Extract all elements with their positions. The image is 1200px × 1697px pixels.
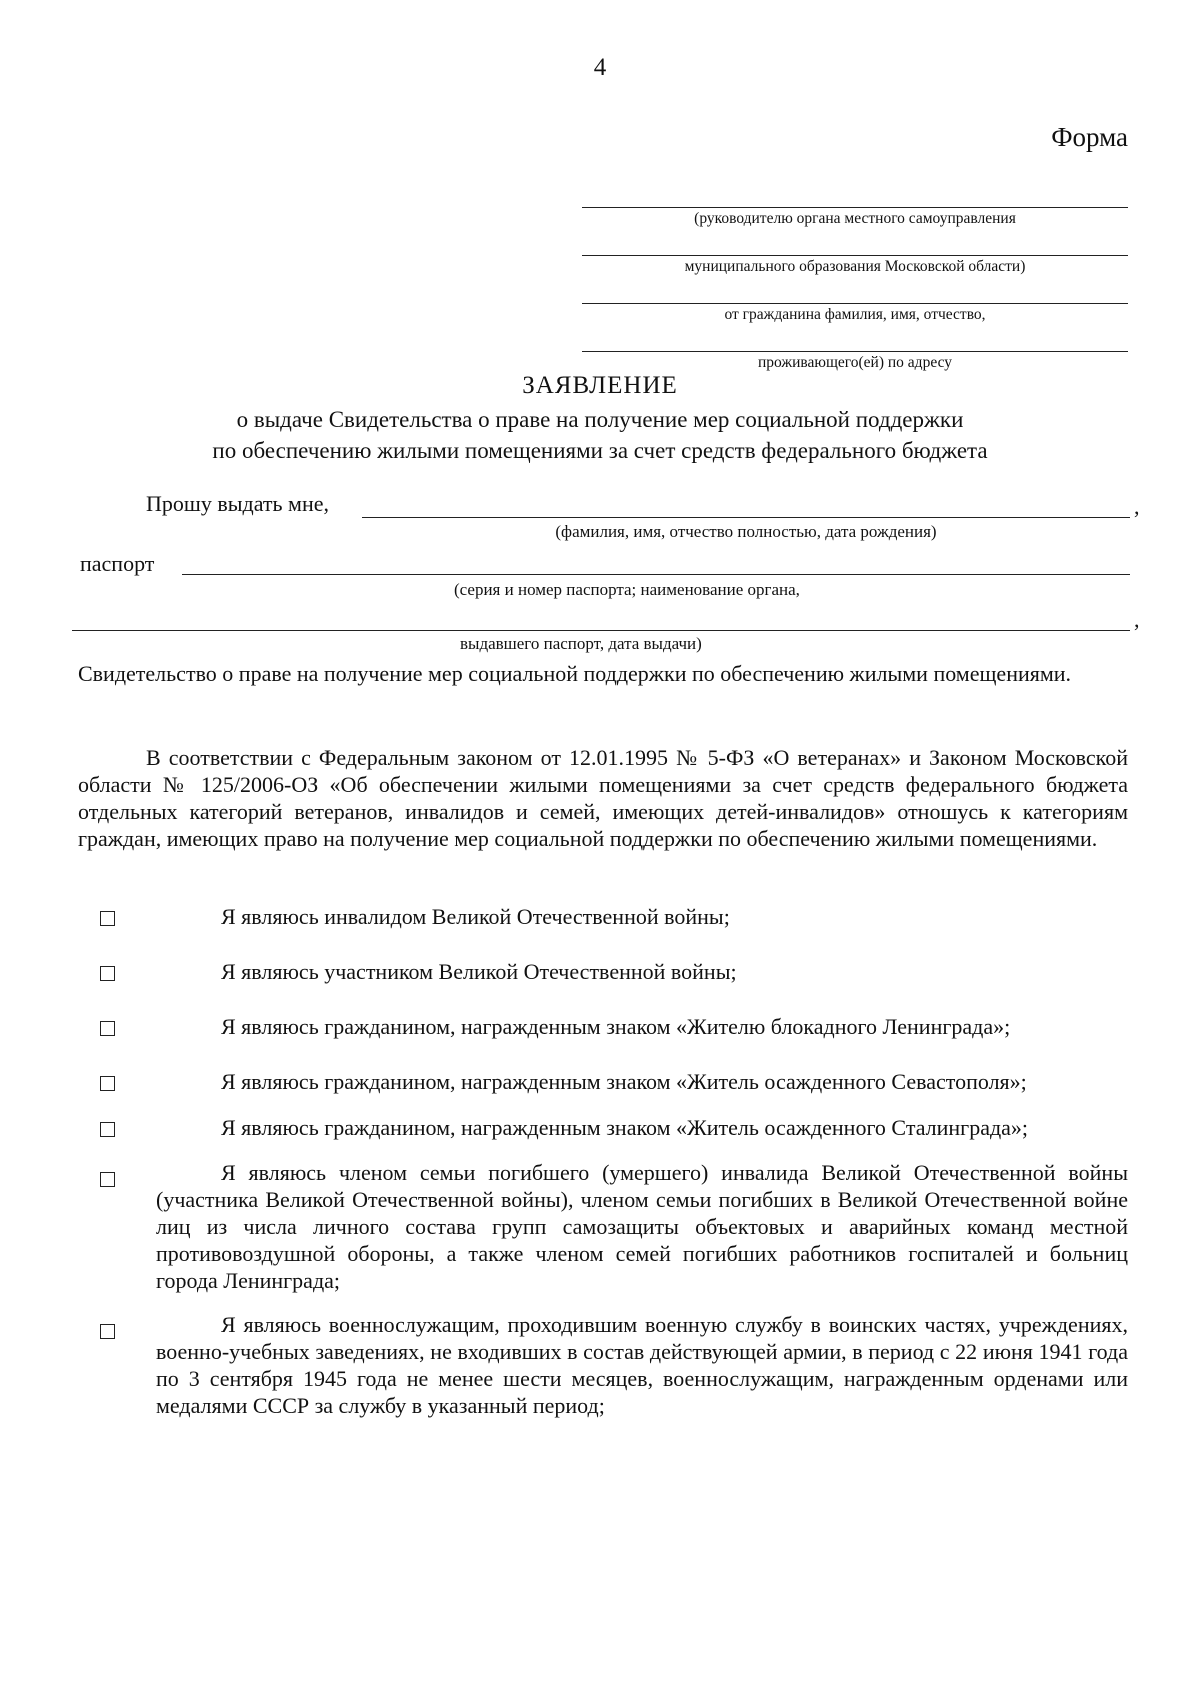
option-label: Я являюсь инвалидом Великой Отечественной войны; [221, 904, 730, 929]
option-label: Я являюсь военнослужащим, проходившим военную службу в воинских частях, учреждениях, военно-учебных заведениях, не входивших в состав действующей армии, в период с 22 июня 1941 года по 3 сентября 1945 года не менее шести месяцев, военнослужащим, награжденным орденами или медалями СССР за службу в указанный период; [156, 1312, 1128, 1418]
comma: , [1134, 494, 1140, 519]
option-checkbox[interactable] [100, 1021, 115, 1036]
applicant-name-field[interactable] [582, 279, 1128, 304]
passport-caption: (серия и номер паспорта; наименование органа, [454, 580, 800, 599]
form-label: Форма [1051, 122, 1128, 152]
addressee-caption: от гражданина фамилия, имя, отчество, [724, 306, 986, 323]
document-title: ЗАЯВЛЕНИЕ [522, 372, 678, 399]
addressee-caption: (руководителю органа местного самоуправления [694, 210, 1016, 227]
option-item [100, 1114, 1128, 1144]
addressee-head-field[interactable] [582, 183, 1128, 208]
option-checkbox[interactable] [100, 966, 115, 981]
comma: , [1134, 607, 1140, 632]
option-checkbox[interactable] [100, 1324, 115, 1339]
option-item [100, 1159, 1128, 1299]
addressee-block [582, 183, 1128, 375]
option-label: Я являюсь участником Великой Отечественной войны; [221, 959, 737, 984]
document-subtitle: по обеспечению жилыми помещениями за счет средств федерального бюджета [212, 438, 988, 463]
full-name-caption: (фамилия, имя, отчество полностью, дата рождения) [555, 522, 937, 541]
full-name-field[interactable] [362, 495, 1130, 518]
option-label: Я являюсь гражданином, награжденным знаком «Житель осажденного Сталинграда»; [221, 1115, 1029, 1140]
option-checkbox[interactable] [100, 1076, 115, 1091]
addressee-caption: проживающего(ей) по адресу [757, 354, 953, 371]
option-label: Я являюсь гражданином, награжденным знаком «Житель осажденного Севастополя»; [221, 1069, 1027, 1094]
option-checkbox[interactable] [100, 911, 115, 926]
option-label: Я являюсь гражданином, награжденным знаком «Жителю блокадного Ленинграда»; [221, 1014, 1011, 1039]
request-label: Прошу выдать мне, [146, 491, 329, 516]
applicant-address-field[interactable] [582, 327, 1128, 352]
document-subtitle: о выдаче Свидетельства о праве на получение мер социальной поддержки [236, 407, 964, 432]
certificate-paragraph: Свидетельство о праве на получение мер социальной поддержки по обеспечению жилыми помещениями. [78, 661, 1072, 686]
option-label: Я являюсь членом семьи погибшего (умершего) инвалида Великой Отечественной войны (участника Великой Отечественной войны), членом семьи погибших в Великой Отечественной войне лиц из числа личного состава групп самозащиты объектовых и аварийных команд местной противовоздушной обороны, а также членом семей погибших работников госпиталей и больниц города Ленинграда; [156, 1160, 1128, 1293]
option-item [100, 1068, 1128, 1098]
option-checkbox[interactable] [100, 1122, 115, 1137]
passport-issuer-caption: выдавшего паспорт, дата выдачи) [460, 634, 702, 653]
passport-label: паспорт [80, 551, 155, 576]
passport-issuer-field[interactable] [72, 608, 1130, 631]
legal-basis-paragraph: В соответствии с Федеральным законом от 12.01.1995 № 5-ФЗ «О ветеранах» и Законом Московской области № 125/2006-ОЗ «Об обеспечении жилыми помещениями за счет средств федерального бюджета отдельных категорий ветеранов, инвалидов и семей, имеющих детей-инвалидов» отношусь к категориям граждан, имеющих право на получение мер социальной поддержки по обеспечению жилыми помещениями. [78, 745, 1128, 851]
addressee-caption: муниципального образования Московской области) [684, 258, 1026, 275]
option-item [100, 958, 1128, 988]
option-item [100, 903, 1128, 933]
page-number: 4 [593, 54, 607, 81]
passport-number-field[interactable] [182, 552, 1130, 575]
option-item [100, 1311, 1128, 1451]
option-item [100, 1013, 1128, 1043]
addressee-municipality-field[interactable] [582, 231, 1128, 256]
option-checkbox[interactable] [100, 1172, 115, 1187]
